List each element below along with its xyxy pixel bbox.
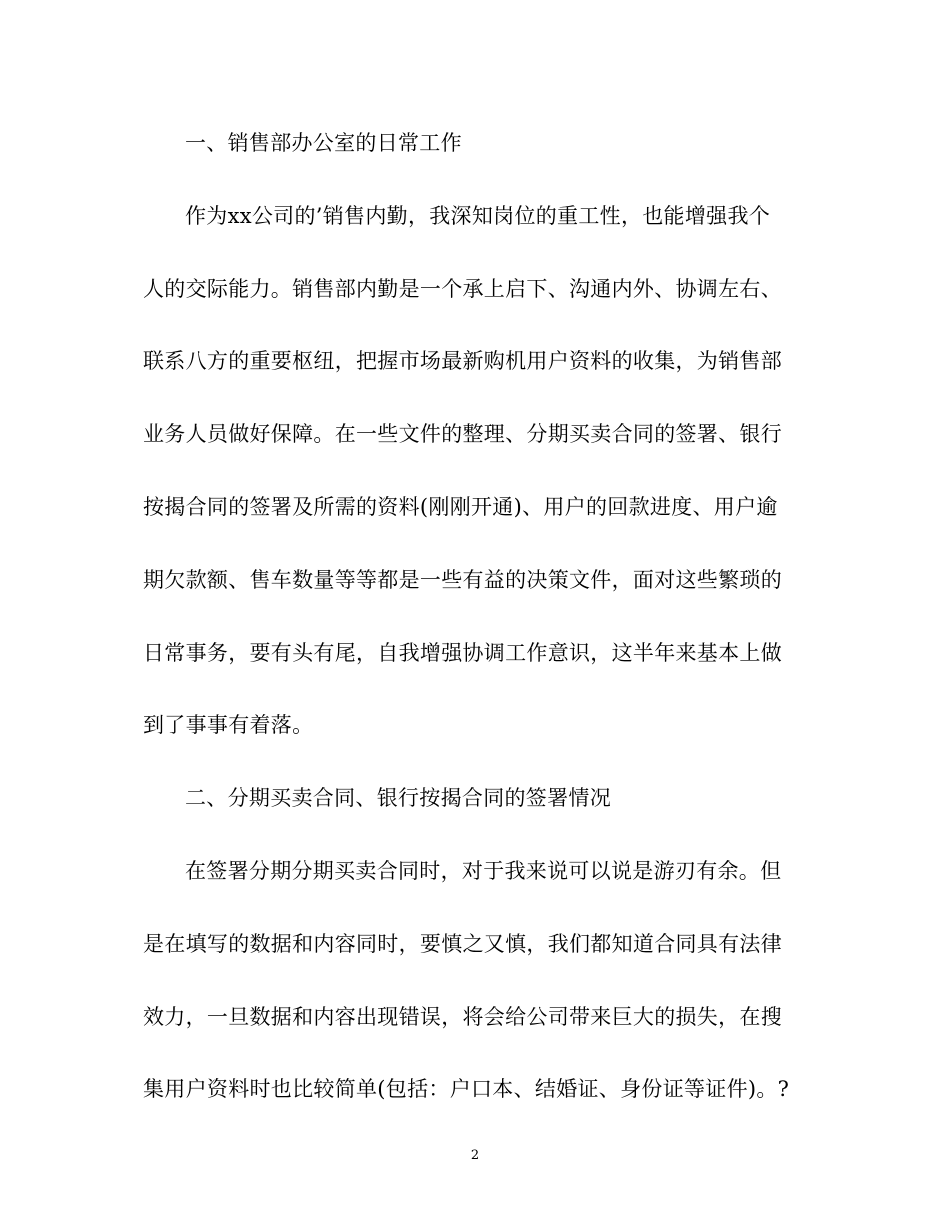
paragraph-line: 集用户资料时也比较简单(包括：户口本、结婚证、身份证等证件)。? xyxy=(143,1077,790,1101)
paragraph-line: 联系八方的重要枢纽，把握市场最新购机用户资料的收集，为销售部 xyxy=(143,349,782,373)
paragraph-line: 效力，一旦数据和内容出现错误，将会给公司带来巨大的损失，在搜 xyxy=(143,1005,782,1029)
paragraph-line: 期欠款额、售车数量等等都是一些有益的决策文件，面对这些繁琐的 xyxy=(143,568,782,592)
paragraph-line: 在签署分期分期买卖合同时，对于我来说可以说是游刃有余。但 xyxy=(185,859,782,883)
paragraph-line: 按揭合同的签署及所需的资料(刚刚开通)、用户的回款进度、用户逾 xyxy=(143,495,778,519)
section-heading-1: 一、销售部办公室的日常工作 xyxy=(185,131,462,155)
paragraph-line: 业务人员做好保障。在一些文件的整理、分期买卖合同的签署、银行 xyxy=(143,422,782,446)
paragraph-line: 到了事事有着落。 xyxy=(143,713,314,737)
section-heading-2: 二、分期买卖合同、银行按揭合同的签署情况 xyxy=(185,786,611,810)
paragraph-line: 是在填写的数据和内容同时，要慎之又慎，我们都知道合同具有法律 xyxy=(143,932,782,956)
paragraph-line: 作为xx公司的’销售内勤，我深知岗位的重工性，也能增强我个 xyxy=(185,204,771,228)
page-number: 2 xyxy=(470,1148,480,1163)
paragraph-line: 日常事务，要有头有尾，自我增强协调工作意识，这半年来基本上做 xyxy=(143,641,782,665)
paragraph-line: 人的交际能力。销售部内勤是一个承上启下、沟通内外、协调左右、 xyxy=(143,277,782,301)
